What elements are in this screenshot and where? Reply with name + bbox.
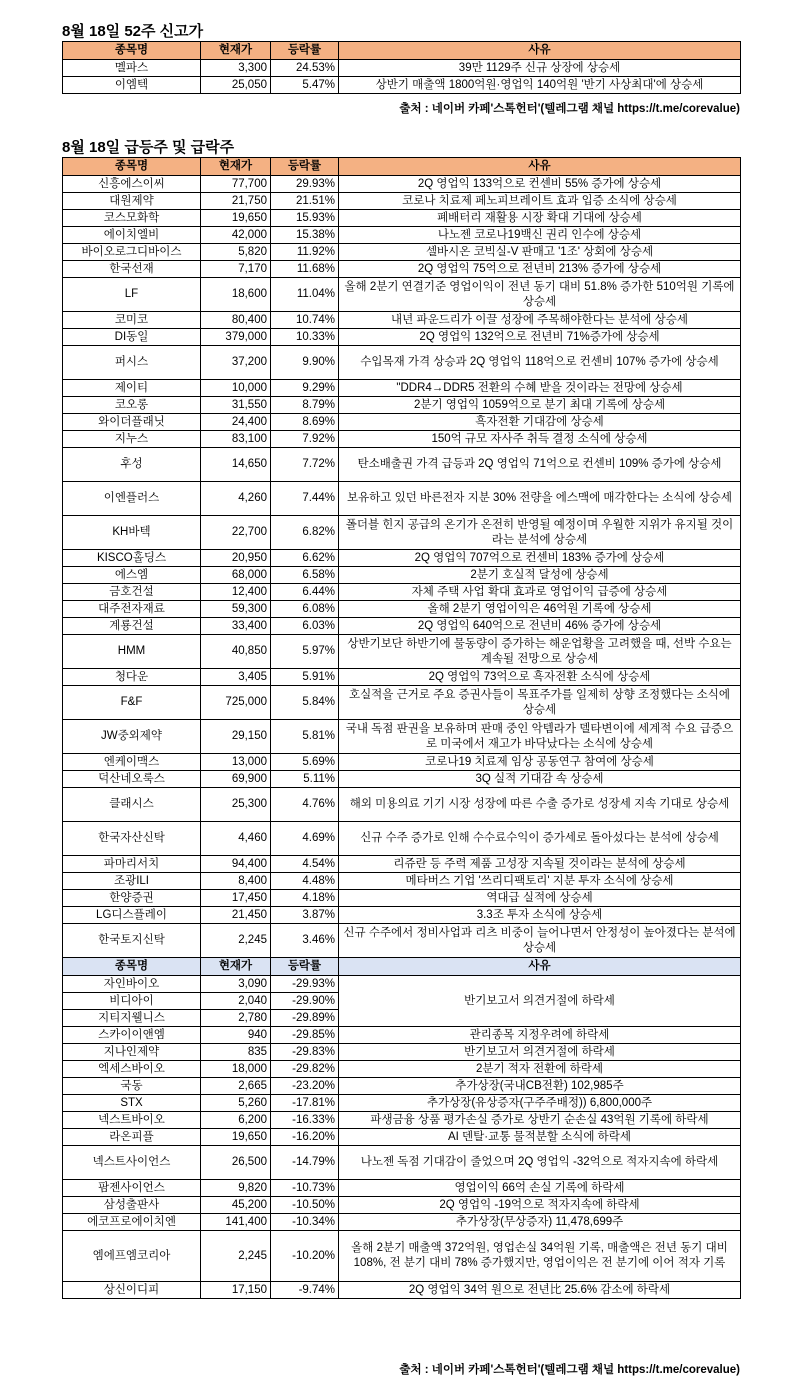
change-reason: 올해 2분기 연결기준 영업이익이 전년 동기 대비 51.8% 증가한 510억원 기록에 상승세 xyxy=(339,278,741,312)
table-row xyxy=(63,1061,741,1078)
movers-table xyxy=(62,157,741,1299)
section2-title: 8월 18일 급등주 및 급락주 xyxy=(62,139,235,156)
table-row xyxy=(63,261,741,278)
stock-price: 6,200 xyxy=(201,1112,271,1129)
table-row xyxy=(63,1197,741,1214)
change-rate: -29.82% xyxy=(271,1061,339,1078)
change-rate: 9.29% xyxy=(271,380,339,397)
stock-price: 2,665 xyxy=(201,1078,271,1095)
change-reason: 신규 수주에서 정비사업과 리츠 비중이 늘어나면서 안정성이 높아졌다는 분석에 상승세 xyxy=(339,924,741,958)
stock-name: 자인바이오 xyxy=(63,976,201,993)
stock-name: 라온피플 xyxy=(63,1129,201,1146)
change-rate: -10.20% xyxy=(271,1231,339,1282)
change-rate: 7.44% xyxy=(271,482,339,516)
stock-name: 한양증권 xyxy=(63,890,201,907)
change-reason: 탄소배출권 가격 급등과 2Q 영업익 71억으로 컨센비 109% 증가에 상승세 xyxy=(339,448,741,482)
change-rate: 4.48% xyxy=(271,873,339,890)
stock-name: 넥스트사이언스 xyxy=(63,1146,201,1180)
change-reason: 흑자전환 기대감에 상승세 xyxy=(339,414,741,431)
change-rate: -29.90% xyxy=(271,993,339,1010)
change-reason: 2분기 호실적 달성에 상승세 xyxy=(339,567,741,584)
table-row xyxy=(63,1129,741,1146)
stock-price: 2,780 xyxy=(201,1010,271,1027)
table-row xyxy=(63,1078,741,1095)
stock-name: KH바텍 xyxy=(63,516,201,550)
stock-name: 국동 xyxy=(63,1078,201,1095)
table-row xyxy=(63,1146,741,1180)
change-rate: -29.85% xyxy=(271,1027,339,1044)
stock-name: DI동일 xyxy=(63,329,201,346)
stock-price: 83,100 xyxy=(201,431,271,448)
table-row xyxy=(63,1180,741,1197)
table-row xyxy=(63,414,741,431)
stock-price: 77,700 xyxy=(201,176,271,193)
stock-name: LG디스플레이 xyxy=(63,907,201,924)
change-rate: -23.20% xyxy=(271,1078,339,1095)
change-reason: 상반기 매출액 1800억원·영업익 140억원 '반기 사상최대'에 상승세 xyxy=(339,77,741,94)
change-rate: -14.79% xyxy=(271,1146,339,1180)
stock-price: 17,150 xyxy=(201,1282,271,1299)
change-reason: "DDR4→DDR5 전환의 수혜 받을 것이라는 전망에 상승세 xyxy=(339,380,741,397)
stock-name: 파마리서치 xyxy=(63,856,201,873)
change-reason: 관리종목 지정우려에 하락세 xyxy=(339,1027,741,1044)
stock-price: 80,400 xyxy=(201,312,271,329)
change-rate: -17.81% xyxy=(271,1095,339,1112)
stock-name: 삼성출판사 xyxy=(63,1197,201,1214)
table-row xyxy=(63,618,741,635)
stock-name: 비디아이 xyxy=(63,993,201,1010)
change-rate: 5.81% xyxy=(271,720,339,754)
table-row xyxy=(63,584,741,601)
change-reason: 추가상장(유상증자(구주주배정)) 6,800,000주 xyxy=(339,1095,741,1112)
change-reason: 추가상장(국내CB전환) 102,985주 xyxy=(339,1078,741,1095)
change-reason: 보유하고 있던 바른전자 지분 30% 전량을 에스맥에 매각한다는 소식에 상승세 xyxy=(339,482,741,516)
stock-price: 5,260 xyxy=(201,1095,271,1112)
table-row xyxy=(63,1027,741,1044)
stock-name: 상신이디피 xyxy=(63,1282,201,1299)
stock-name: STX xyxy=(63,1095,201,1112)
stock-price: 40,850 xyxy=(201,635,271,669)
stock-name: 엔케이맥스 xyxy=(63,754,201,771)
stock-name: 퍼시스 xyxy=(63,346,201,380)
stock-name: 후성 xyxy=(63,448,201,482)
change-rate: 15.38% xyxy=(271,227,339,244)
stock-name: 스카이이앤엠 xyxy=(63,1027,201,1044)
header-reason: 사유 xyxy=(339,158,741,176)
change-reason: 39만 1129주 신규 상장에 상승세 xyxy=(339,60,741,77)
change-reason: 코로나19 치료제 임상 공동연구 참여에 상승세 xyxy=(339,754,741,771)
stock-price: 37,200 xyxy=(201,346,271,380)
stock-name: KISCO홀딩스 xyxy=(63,550,201,567)
stock-price: 2,040 xyxy=(201,993,271,1010)
change-reason: 2Q 영업익 34억 원으로 전년比 25.6% 감소에 하락세 xyxy=(339,1282,741,1299)
source-note-2: 출처 : 네이버 카페'스톡헌터'(텔레그램 채널 https://t.me/corevalue) xyxy=(399,1364,740,1376)
change-rate: 3.46% xyxy=(271,924,339,958)
table-row xyxy=(63,210,741,227)
header-name: 종목명 xyxy=(63,42,201,60)
change-rate: 8.79% xyxy=(271,397,339,414)
stock-price: 68,000 xyxy=(201,567,271,584)
table-row xyxy=(63,1231,741,1282)
change-rate: 6.08% xyxy=(271,601,339,618)
stock-name: 클래시스 xyxy=(63,788,201,822)
change-rate: 11.04% xyxy=(271,278,339,312)
stock-name: 넥스트바이오 xyxy=(63,1112,201,1129)
stock-name: 한국선재 xyxy=(63,261,201,278)
change-rate: 24.53% xyxy=(271,60,339,77)
change-reason: AI 덴탈·교통 물적분할 소식에 하락세 xyxy=(339,1129,741,1146)
table-row xyxy=(63,60,741,77)
table-row xyxy=(63,431,741,448)
table-row xyxy=(63,329,741,346)
change-rate: -29.83% xyxy=(271,1044,339,1061)
stock-price: 3,300 xyxy=(201,60,271,77)
change-reason: 역대급 실적에 상승세 xyxy=(339,890,741,907)
change-rate: 6.82% xyxy=(271,516,339,550)
header-price: 현재가 xyxy=(201,158,271,176)
stock-price: 24,400 xyxy=(201,414,271,431)
table-row xyxy=(63,907,741,924)
change-reason: 2분기 적자 전환에 하락세 xyxy=(339,1061,741,1078)
table-row xyxy=(63,380,741,397)
change-reason: 2Q 영업익 73억으로 흑자전환 소식에 상승세 xyxy=(339,669,741,686)
change-reason: 자체 주택 사업 확대 효과로 영업이익 급증에 상승세 xyxy=(339,584,741,601)
stock-name: 코오롱 xyxy=(63,397,201,414)
header-rate: 등락률 xyxy=(271,158,339,176)
stock-name: 바이오로그디바이스 xyxy=(63,244,201,261)
table-row xyxy=(63,516,741,550)
change-reason: 2분기 영업익 1059억으로 분기 최대 기록에 상승세 xyxy=(339,397,741,414)
change-rate: 6.62% xyxy=(271,550,339,567)
change-reason: 폴더블 힌지 공급의 온기가 온전히 반영될 예정이며 우월한 지위가 유지될 것이라는 분석에 상승세 xyxy=(339,516,741,550)
change-reason: 국내 독점 판권을 보유하며 판매 중인 악템라가 델타변이에 세계적 수요 급증으로 미국에서 재고가 바닥났다는 소식에 상승세 xyxy=(339,720,741,754)
stock-name: 지나인제약 xyxy=(63,1044,201,1061)
stock-name: 지티지웰니스 xyxy=(63,1010,201,1027)
table-row xyxy=(63,1214,741,1231)
stock-name: 지누스 xyxy=(63,431,201,448)
table-row xyxy=(63,924,741,958)
change-rate: 5.47% xyxy=(271,77,339,94)
stock-price: 42,000 xyxy=(201,227,271,244)
change-reason: 수입목재 가격 상승과 2Q 영업익 118억으로 컨센비 107% 증가에 상승세 xyxy=(339,346,741,380)
stock-price: 3,090 xyxy=(201,976,271,993)
change-rate: 15.93% xyxy=(271,210,339,227)
change-reason: 2Q 영업익 133억으로 컨센비 55% 증가에 상승세 xyxy=(339,176,741,193)
header-price: 현재가 xyxy=(201,958,271,976)
stock-price: 10,000 xyxy=(201,380,271,397)
change-reason: 신규 수주 증가로 인해 수수료수익이 증가세로 돌아섰다는 분석에 상승세 xyxy=(339,822,741,856)
stock-price: 45,200 xyxy=(201,1197,271,1214)
change-reason: 추가상장(무상증자) 11,478,699주 xyxy=(339,1214,741,1231)
table-row xyxy=(63,482,741,516)
stock-price: 9,820 xyxy=(201,1180,271,1197)
table-row xyxy=(63,856,741,873)
table-row xyxy=(63,193,741,210)
stock-price: 4,460 xyxy=(201,822,271,856)
stock-name: 대원제약 xyxy=(63,193,201,210)
change-rate: 4.18% xyxy=(271,890,339,907)
change-rate: 8.69% xyxy=(271,414,339,431)
table-row xyxy=(63,771,741,788)
header-reason: 사유 xyxy=(339,42,741,60)
stock-price: 29,150 xyxy=(201,720,271,754)
stock-name: 청다운 xyxy=(63,669,201,686)
change-rate: 10.74% xyxy=(271,312,339,329)
change-rate: 6.03% xyxy=(271,618,339,635)
stock-price: 26,500 xyxy=(201,1146,271,1180)
header-reason: 사유 xyxy=(339,958,741,976)
change-reason: 파생금융 상품 평가손실 증가로 상반기 순손실 43억원 기록에 하락세 xyxy=(339,1112,741,1129)
stock-price: 4,260 xyxy=(201,482,271,516)
table-row xyxy=(63,227,741,244)
stock-price: 59,300 xyxy=(201,601,271,618)
change-rate: 4.69% xyxy=(271,822,339,856)
stock-name: 덕산네오룩스 xyxy=(63,771,201,788)
stock-price: 19,650 xyxy=(201,1129,271,1146)
table-row xyxy=(63,1095,741,1112)
stock-price: 18,600 xyxy=(201,278,271,312)
stock-name: 멜파스 xyxy=(63,60,201,77)
change-rate: 21.51% xyxy=(271,193,339,210)
change-rate: 9.90% xyxy=(271,346,339,380)
stock-name: 한국토지신탁 xyxy=(63,924,201,958)
stock-price: 725,000 xyxy=(201,686,271,720)
change-rate: 4.76% xyxy=(271,788,339,822)
new-high-table xyxy=(62,41,741,94)
stock-name: 에이치엘비 xyxy=(63,227,201,244)
change-reason: 2Q 영업익 75억으로 전년비 213% 증가에 상승세 xyxy=(339,261,741,278)
change-rate: 29.93% xyxy=(271,176,339,193)
stock-name: HMM xyxy=(63,635,201,669)
change-rate: -10.50% xyxy=(271,1197,339,1214)
header-name: 종목명 xyxy=(63,958,201,976)
stock-price: 13,000 xyxy=(201,754,271,771)
stock-price: 25,300 xyxy=(201,788,271,822)
change-rate: 11.68% xyxy=(271,261,339,278)
stock-price: 94,400 xyxy=(201,856,271,873)
table-row xyxy=(63,1282,741,1299)
stock-name: F&F xyxy=(63,686,201,720)
change-rate: -16.20% xyxy=(271,1129,339,1146)
stock-name: 팜젠사이언스 xyxy=(63,1180,201,1197)
table-row xyxy=(63,77,741,94)
change-rate: -10.73% xyxy=(271,1180,339,1197)
table-row xyxy=(63,244,741,261)
change-rate: 4.54% xyxy=(271,856,339,873)
stock-price: 379,000 xyxy=(201,329,271,346)
change-rate: 5.91% xyxy=(271,669,339,686)
header-price: 현재가 xyxy=(201,42,271,60)
change-rate: -16.33% xyxy=(271,1112,339,1129)
stock-price: 18,000 xyxy=(201,1061,271,1078)
table-row xyxy=(63,346,741,380)
stock-name: 신흥에스이씨 xyxy=(63,176,201,193)
change-rate: 5.97% xyxy=(271,635,339,669)
change-reason: 2Q 영업익 707억으로 컨센비 183% 증가에 상승세 xyxy=(339,550,741,567)
stock-price: 141,400 xyxy=(201,1214,271,1231)
change-rate: -9.74% xyxy=(271,1282,339,1299)
table-row xyxy=(63,1044,741,1061)
change-reason: 올해 2분기 매출액 372억원, 영업손실 34억원 기록, 매출액은 전년 동기 대비 108%, 전 분기 대비 78% 증가했지만, 영업이익은 전 분기에 이어 적자 기록 xyxy=(339,1231,741,1282)
stock-price: 5,820 xyxy=(201,244,271,261)
change-reason: 3Q 실적 기대감 속 상승세 xyxy=(339,771,741,788)
stock-name: 이엠텍 xyxy=(63,77,201,94)
table-row xyxy=(63,788,741,822)
stock-price: 8,400 xyxy=(201,873,271,890)
change-rate: 11.92% xyxy=(271,244,339,261)
table-row xyxy=(63,754,741,771)
change-reason: 호실적을 근거로 주요 증권사들이 목표주가를 일제히 상향 조정했다는 소식에 상승세 xyxy=(339,686,741,720)
table-row xyxy=(63,176,741,193)
table-row xyxy=(63,976,741,993)
table-row xyxy=(63,550,741,567)
table-row xyxy=(63,601,741,618)
stock-price: 14,650 xyxy=(201,448,271,482)
stock-price: 940 xyxy=(201,1027,271,1044)
stock-name: 금호건설 xyxy=(63,584,201,601)
stock-name: LF xyxy=(63,278,201,312)
stock-price: 22,700 xyxy=(201,516,271,550)
change-reason: 코로나 치료제 페노피브레이트 효과 입증 소식에 상승세 xyxy=(339,193,741,210)
section1-title: 8월 18일 52주 신고가 xyxy=(62,23,204,40)
change-reason: 메타버스 기업 '쓰리디팩토리' 지분 투자 소식에 상승세 xyxy=(339,873,741,890)
change-reason: 나노젠 독점 기대감이 줄었으며 2Q 영업익 -32억으로 적자지속에 하락세 xyxy=(339,1146,741,1180)
change-reason: 리쥬란 등 주력 제품 고성장 지속될 것이라는 분석에 상승세 xyxy=(339,856,741,873)
stock-name: 제이티 xyxy=(63,380,201,397)
change-rate: -29.93% xyxy=(271,976,339,993)
change-reason: 해외 미용의료 기기 시장 성장에 따른 수출 증가로 성장세 지속 기대로 상승세 xyxy=(339,788,741,822)
change-rate: 6.58% xyxy=(271,567,339,584)
change-rate: -29.89% xyxy=(271,1010,339,1027)
table-row xyxy=(63,278,741,312)
change-reason: 폐배터리 재활용 시장 확대 기대에 상승세 xyxy=(339,210,741,227)
header-rate: 등락률 xyxy=(271,958,339,976)
source-note-1: 출처 : 네이버 카페'스톡헌터'(텔레그램 채널 https://t.me/corevalue) xyxy=(399,103,740,115)
stock-price: 25,050 xyxy=(201,77,271,94)
change-rate: 3.87% xyxy=(271,907,339,924)
change-rate: 6.44% xyxy=(271,584,339,601)
table-row xyxy=(63,567,741,584)
change-reason: 상반기보단 하반기에 물동량이 증가하는 해운업황을 고려했을 때, 선박 수요는 계속될 전망으로 상승세 xyxy=(339,635,741,669)
stock-name: 에스엠 xyxy=(63,567,201,584)
change-rate: 7.92% xyxy=(271,431,339,448)
change-rate: 5.69% xyxy=(271,754,339,771)
stock-name: 코미코 xyxy=(63,312,201,329)
table-row xyxy=(63,635,741,669)
stock-name: 이엔플러스 xyxy=(63,482,201,516)
change-reason: 2Q 영업익 640억으로 전년비 46% 증가에 상승세 xyxy=(339,618,741,635)
stock-price: 31,550 xyxy=(201,397,271,414)
change-reason: 3.3조 투자 소식에 상승세 xyxy=(339,907,741,924)
table-row xyxy=(63,686,741,720)
table-row xyxy=(63,312,741,329)
change-rate: 5.11% xyxy=(271,771,339,788)
change-rate: 5.84% xyxy=(271,686,339,720)
stock-price: 33,400 xyxy=(201,618,271,635)
stock-name: 엠에프엠코리아 xyxy=(63,1231,201,1282)
stock-name: 에코프로에이치엔 xyxy=(63,1214,201,1231)
header-name: 종목명 xyxy=(63,158,201,176)
change-reason: 반기보고서 의견거절에 하락세 xyxy=(339,1044,741,1061)
stock-price: 7,170 xyxy=(201,261,271,278)
stock-price: 12,400 xyxy=(201,584,271,601)
change-reason: 나노젠 코로나19백신 권리 인수에 상승세 xyxy=(339,227,741,244)
stock-price: 2,245 xyxy=(201,924,271,958)
table-row xyxy=(63,720,741,754)
change-reason: 내년 파운드리가 이끌 성장에 주목해야한다는 분석에 상승세 xyxy=(339,312,741,329)
stock-name: 한국자산신탁 xyxy=(63,822,201,856)
stock-price: 835 xyxy=(201,1044,271,1061)
stock-name: 대주전자재료 xyxy=(63,601,201,618)
stock-name: 계룡건설 xyxy=(63,618,201,635)
change-reason: 셀바시온 코빅실-V 판매고 '1조' 상회에 상승세 xyxy=(339,244,741,261)
stock-price: 69,900 xyxy=(201,771,271,788)
stock-price: 2,245 xyxy=(201,1231,271,1282)
stock-price: 19,650 xyxy=(201,210,271,227)
table-row xyxy=(63,448,741,482)
change-reason: 영업이익 66억 손실 기록에 하락세 xyxy=(339,1180,741,1197)
stock-name: 와이더플래닛 xyxy=(63,414,201,431)
change-rate: 7.72% xyxy=(271,448,339,482)
stock-name: 코스모화학 xyxy=(63,210,201,227)
header-rate: 등락률 xyxy=(271,42,339,60)
change-reason: 2Q 영업익 132억으로 전년비 71%증가에 상승세 xyxy=(339,329,741,346)
stock-name: 엑세스바이오 xyxy=(63,1061,201,1078)
change-rate: 10.33% xyxy=(271,329,339,346)
stock-price: 21,750 xyxy=(201,193,271,210)
change-reason: 올해 2분기 영업이익은 46억원 기록에 상승세 xyxy=(339,601,741,618)
change-reason: 2Q 영업익 -19억으로 적자지속에 하락세 xyxy=(339,1197,741,1214)
table-row xyxy=(63,822,741,856)
table-row xyxy=(63,873,741,890)
stock-name: JW중외제약 xyxy=(63,720,201,754)
table-row xyxy=(63,397,741,414)
table-row xyxy=(63,669,741,686)
table-row xyxy=(63,890,741,907)
stock-price: 21,450 xyxy=(201,907,271,924)
change-rate: -10.34% xyxy=(271,1214,339,1231)
stock-price: 17,450 xyxy=(201,890,271,907)
stock-name: 조광ILI xyxy=(63,873,201,890)
stock-price: 20,950 xyxy=(201,550,271,567)
change-reason-merged: 반기보고서 의견거절에 하락세 xyxy=(339,976,741,1027)
table-row xyxy=(63,1112,741,1129)
stock-price: 3,405 xyxy=(201,669,271,686)
change-reason: 150억 규모 자사주 취득 결정 소식에 상승세 xyxy=(339,431,741,448)
